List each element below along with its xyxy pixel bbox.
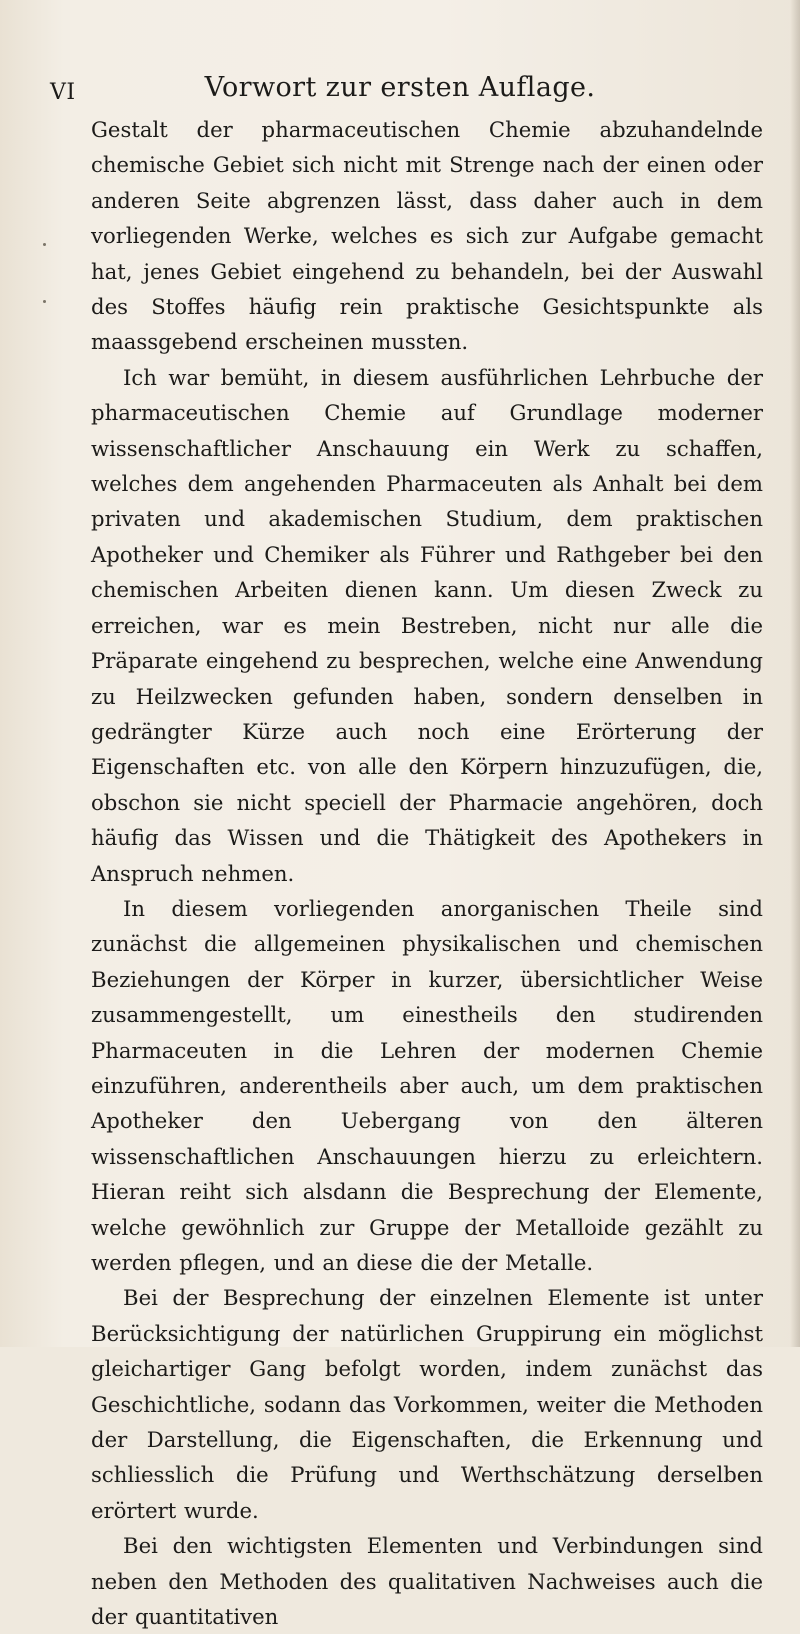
page-header (0, 72, 800, 112)
page-edge-shadow (790, 0, 800, 1347)
paragraph-continuation: Gestalt der pharmaceutischen Chemie abzuhandelnde chemische Gebiet sich nicht mit Strenge nach der einen oder anderen Seite abgrenzen lässt, dass daher auch in dem vorliegenden Werke, welches es sich zur Aufgabe gemacht hat, jenes Gebiet eingehend zu behandeln, bei der Auswahl des Stoffes häufig rein praktische Gesichtspunkte als maassgebend erscheinen mussten. (91, 117, 763, 355)
running-head: Vorwort zur ersten Auflage. (204, 72, 596, 103)
margin-speck (43, 243, 46, 246)
page-number: VI (50, 80, 76, 105)
body-text (91, 112, 763, 1634)
paragraph-intent: Ich war bemüht, in diesem ausführlichen Lehrbuche der pharmaceutischen Chemie auf Grundlage moderner wissenschaftlicher Anschauung ein Werk zu schaffen, welches dem angehenden Pharmaceuten als Anhalt bei dem privaten und akademischen Studium, dem praktischen Apotheker und Chemiker als Führer und Rathgeber bei den chemischen Arbeiten dienen kann. Um diesen Zweck zu erreichen, war es mein Bestreben, nicht nur alle die Präparate eingehend zu besprechen, welche eine Anwendung zu Heilzwecken gefunden haben, sondern denselben in gedrängter Kürze auch noch eine Erörterung der Eigenschaften etc. von alle den Körpern hinzuzufügen, die, obschon sie nicht speciell der Pharmacie angehören, doch häufig das Wissen und die Thätigkeit des Apothekers in Anspruch nehmen. (91, 364, 763, 886)
paragraph-inorganic-part: In diesem vorliegenden anorganischen Theile sind zunächst die allgemeinen physikalischen und chemischen Beziehungen der Körper in kurzer, übersichtlicher Weise zusammengestellt, um einestheils den studirenden Pharmaceuten in die Lehren der modernen Chemie einzuführen, anderentheils aber auch, um dem praktischen Apotheker den Uebergang von den älteren wissenschaftlichen Anschauungen hierzu zu erleichtern. Hieran reiht sich alsdann die Besprechung der Elemente, welche gewöhnlich zur Gruppe der Metalloide gezählt zu werden pflegen, und an diese die der Metalle. (91, 895, 763, 1275)
margin-speck (43, 300, 46, 303)
paragraph-element-discussion: Bei der Besprechung der einzelnen Elemente ist unter Berücksichtigung der natürlichen Gruppirung ein möglichst gleichartiger Gang befolgt worden, indem zunächst das Geschichtliche, sodann das Vorkommen, weiter die Methoden der Darstellung, die Eigenschaften, die Erkennung und schliesslich die Prüfung und Werthschätzung derselben erörtert wurde. (91, 1285, 763, 1523)
paragraph-quantitative: Bei den wichtigsten Elementen und Verbindungen sind neben den Methoden des qualitativen Nachweises auch die der quantitativen (91, 1533, 763, 1630)
